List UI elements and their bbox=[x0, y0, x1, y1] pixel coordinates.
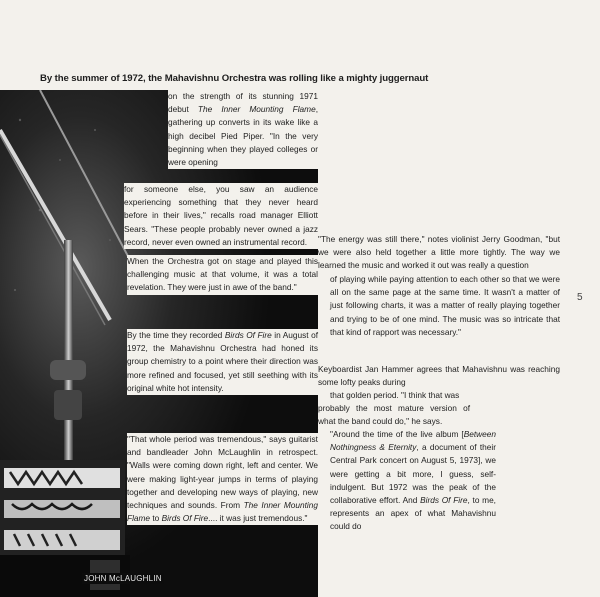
paragraph-hammer-intro: Keyboardist Jan Hammer agrees that Mahavishnu was reaching some lofty peaks during bbox=[318, 363, 560, 389]
paragraph-mclaughlin-quote: "That whole period was tremendous," says guitarist and bandleader John McLaughlin in retrospect. "Walls were coming down right, left and center. We were making light-year jumps in terms of playing together and developing new ways of playing, new techniques and sounds. From The Inner Mounting Flame to Birds Of Fire.... it was just tremendous." bbox=[127, 433, 318, 525]
paragraph-hammer-line2: that golden period. "I think that was bbox=[330, 389, 518, 402]
paragraph-birds-of-fire: By the time they recorded Birds Of Fire in August of 1972, the Mahavishnu Orchestra had honed its group chemistry to a point where their direction was more refined and focused, yet still seething with its original white hot intensity. bbox=[127, 329, 318, 395]
paragraph-intro-part2: for someone else, you saw an audience experiencing something that they never heard before in their lives," recalls road manager Elliott Sears. "These people probably never owned a jazz record, never even owned an instrumental record. bbox=[124, 183, 318, 249]
paragraph-hammer-line3: probably the most mature version of what the band could do," he says. bbox=[318, 402, 470, 428]
paragraph-intro-part3: When the Orchestra got on stage and played this challenging music at that volume, it was a total revelation. They were just in awe of the band." bbox=[127, 255, 318, 295]
paragraph-goodman-quote: "The energy was still there," notes violinist Jerry Goodman, "but we were also held together a little more tightly. The way we learned the music and worked it out was really a question bbox=[318, 233, 560, 273]
headline: By the summer of 1972, the Mahavishnu Orchestra was rolling like a mighty juggernaut bbox=[40, 73, 429, 84]
photo-caption: JOHN McLAUGHLIN bbox=[84, 574, 162, 583]
paragraph-intro-part1: on the strength of its stunning 1971 debut The Inner Mounting Flame, gathering up converts in its wake like a high decibel Pied Piper. "In the very beginning when they played colleges or were opening bbox=[168, 90, 318, 169]
paragraph-goodman-quote-cont: of playing while paying attention to each other so that we were all on the same page at the same time. It wasn't a matter of just following charts, it was a matter of really playing together and trying to be of one mind. The music was so intricate that that kind of rapport was necessary." bbox=[330, 273, 560, 339]
paragraph-hammer-quote: "Around the time of the live album [Between Nothingness & Eternity, a document of their Central Park concert on August 5, 1973], we were getting a bit more, I guess, self-indulgent. But 1972 was the peak of the collaborative effort. And Birds Of Fire, to me, represents an apex of what Mahavishnu could do bbox=[330, 428, 496, 534]
page-number: 5 bbox=[577, 292, 583, 303]
